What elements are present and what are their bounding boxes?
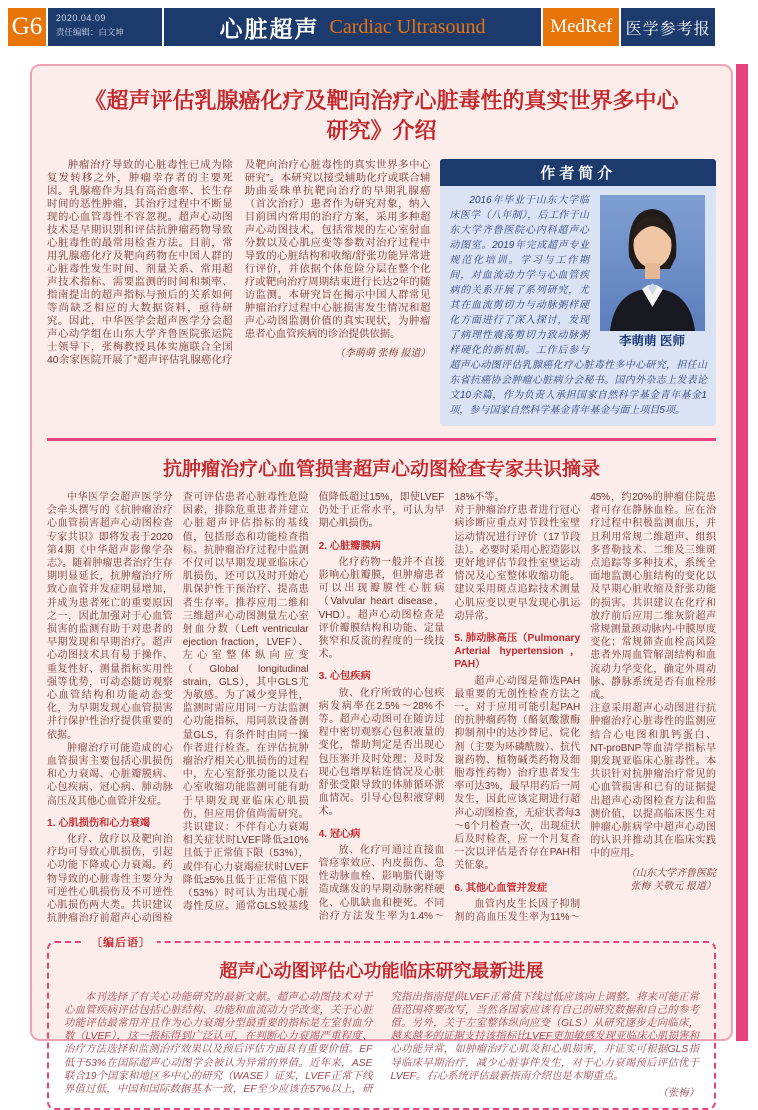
article2-section1-heading: 1. 心肌损伤和心力衰竭 xyxy=(47,817,173,830)
article2-title: 抗肿瘤治疗心血管损害超声心动图检查专家共识摘录 xyxy=(47,454,716,481)
author-bio-box xyxy=(440,159,716,426)
article1-body xyxy=(47,159,430,426)
author-photo-block xyxy=(597,195,707,349)
author-portrait-image xyxy=(600,195,705,331)
article-expert-consensus xyxy=(47,454,716,926)
article-breast-cancer-study xyxy=(47,86,716,426)
editors-note-label: 〔编后语〕 xyxy=(85,934,157,950)
article2-section6-heading: 6. 其他心血管并发症 xyxy=(454,882,580,895)
article2-intro2: 肿瘤治疗可能造成的心血管损害主要包括心肌损伤和心力衰竭、心脏瓣膜病、心包疾病、冠心病、肺动脉高压及其他心血管并发症。 xyxy=(47,742,173,808)
article1-paragraph: 肿瘤治疗导致的心脏毒性已成为除复发转移之外，肿瘤幸存者的主要死因。乳腺癌作为具有高治愈率、长生存时间的恶性肿瘤，其治疗过程中不断显现的心血管毒性不容忽视。超声心动图技术是早期识别和评估抗肿瘤药物导致心脏毒性的最常用检查方法。目前，常用乳腺癌化疗及靶向药物在中国人群的心脏毒性发生时间、剂量关系、常用超声技术指标、需要监测的时间和频率、指南提出的超声指标与预后的关系如何等尚缺乏相应的大数据资料，亟待研究。因此，中华医学会超声医学分会超声心动学组在山东大学齐鲁医院张运院士领导下，张梅教授具体实施联合全国40余家医院开展了“超声评估乳腺癌化疗及靶向治疗心脏毒性的真实世界多中心研究”。本研究以接受辅助化疗或联合辅助曲妥珠单抗靶向治疗的早期乳腺癌（首次治疗）患者作为研究对象，纳入目前国内常用的治疗方案，采用多种超声心动图技术，包括常规的左心室射血分数以及心肌应变等参数对治疗过程中导致的心脏结构和收缩/舒张功能异常进行评价，并依据个体危险分层在整个化疗或靶向治疗周期结束进行长达2年的随访监测。本研究旨在揭示中国人群常见肿瘤治疗过程中心脏损害发生情况和超声心动图监测价值的真实现状，为肿瘤患者心血管疾病的诊治提供依据。 xyxy=(47,159,430,367)
article2-section2-heading: 2. 心脏瓣膜病 xyxy=(319,540,445,553)
article2-body xyxy=(47,491,716,926)
editor-line: 责任编辑：白文坤 xyxy=(56,26,162,38)
article1-byline: （李萌萌 张梅 报道） xyxy=(245,347,431,360)
page-content-frame xyxy=(30,64,733,1041)
section-divider xyxy=(47,438,716,441)
article2-byline: （山东大学齐鲁医院 张梅 关敬元 报道） xyxy=(590,867,716,893)
page-edge-accent-bar xyxy=(736,64,748,1041)
editors-note-text: 本刊选择了有关心功能研究的最新文献。超声心动图技术对于心血管疾病评估包括心脏结构、功能和血流动力学改变，关于心脏功能评估最常用并且作为心力衰竭分型最重要的指标是左室射血分数（LVEF），这一指标得到广泛认可，在判断心力衰竭严重程度、治疗方法选择和监测治疗效果以及预后评估方面具有重要价值。EF低于53%在国际超声心动图学会被认为异常的界值。近年来，ASE联合19个国家和地区多中心的研究（WASE）证实，LVEF正常下线界值过低，中国和国际数据基本一致，EF至少应该在57%以上，研究指出指南提供LVEF正常值下线过低应该向上调整。将来可能正常值范围将要改写，当然各国家应该有自己的研究数据和自己的参考值。另外，关于左室整体纵向应变（GLS）从研究逐步走向临床，越来越多的证据支持该指标比LVEF更加敏感发现亚临床心肌损害和心功能异常，如肿瘤治疗心肌炎和心肌损害，并证实可根据GLS指导临床早期治疗，减少心脏事件发生，对于心力衰竭预后评估优于LVEF。右心系统评估最新指南介绍也是本期重点。 xyxy=(64,991,699,1101)
article2-intro1: 中华医学会超声医学分会牵头撰写的《抗肿瘤治疗心血管损害超声心动图检查专家共识》即将发表于2020第4期《中华超声影像学杂志》。随着肿瘤患者治疗生存期明显延长，抗肿瘤治疗所致心血管并发症明显增加，并成为患者死亡的重要原因之一，因此加强对于心血管损害的监测有助于对患者的早期发现和早期治疗。超声心动图技术具有易于操作、重复性好、测量指标实用性强等优势，可动态随访观察心血管结构和功能动态变化，为早期发现心血管损害并行保护性治疗提供重要的依据。 xyxy=(47,491,173,742)
article2-section4-text: 放、化疗可通过直接血管痉挛效应、内皮损伤、急性动脉血栓、影响脂代谢等造成继发的早期动脉粥样硬化、心肌缺血和梗死。不同治疗方法发生率为1.4%～18%不等。 对于肿瘤治疗患者进行冠心病诊断应重点对节段性室壁运动情况进行评价（17节段法）。必要时采用心腔造影以更好地评估节段性室壁运动情况及心室整体收缩功能。建议采用斑点追踪技术测量心肌应变以更早发现心肌运动异常。 xyxy=(319,491,581,926)
masthead xyxy=(8,8,715,46)
editors-note-box xyxy=(47,941,716,1110)
article2-section4-heading: 4. 冠心病 xyxy=(319,828,445,841)
paper-name: 医学参考报 xyxy=(621,8,715,46)
author-photo-caption: 李萌萌 医师 xyxy=(597,334,707,349)
article2-section5-text: 超声心动图是筛选PAH最重要的无创性检查方法之一。对于应用可能引起PAH的抗肿瘤药物（酪氨酸激酶抑制剂中的达沙替尼、烷化剂（主要为环磷酰胺）、抗代谢药物、植物碱类药物及细胞毒性药物）治疗患者发生率可达3%，最早用药后一周发生，因此应该定期进行超声心动图检查，无症状者每3～6个月检查一次，出现症状后及时检查，应一个月复查一次以评估是否存在PAH相关征象。 xyxy=(454,675,580,873)
article1-title: 《超声评估乳腺癌化疗及靶向治疗心脏毒性的真实世界多中心研究》介绍 xyxy=(74,86,689,146)
editors-note-byline: （张梅） xyxy=(391,1087,700,1100)
article2-section6-text: 血管内皮生长因子抑制剂的高血压发生率为11%～45%，约20%的肿瘤住院患者可存在静脉血栓。应在治疗过程中积极监测血压，并且利用常规二维超声、组织多普勒技术、二维及三维斑点追踪等多种技术，系统全面地监测心脏结构的变化以及早期心脏收缩及舒张功能的损害。共识建议在化疗和放疗前后应用二维灰阶超声常规测量颈动脉内-中膜厚度变化；常规筛查血栓高风险患者外周血管解剖结构和血流动力学变化，确定外周动脉、静脉系统是否有血栓形成。 注意采用超声心动图进行抗肿瘤治疗心脏毒性的监测应结合心电图和肌钙蛋白、NT-proBNP等血清学指标早期发现亚临床心脏毒性。本共识针对抗肿瘤治疗常见的心血管损害和已有的证据提出超声心动图检查方法和监测价值，以提高临床医生对肿瘤心脏病学中超声心动图的认识并推动其在临床实践中的应用。 xyxy=(454,491,716,926)
editors-note-title: 超声心动图评估心功能临床研究最新进展 xyxy=(64,957,699,983)
section-title-cn: 心脏超声 xyxy=(219,11,319,44)
article2-section1-text: 化疗、放疗以及靶向治疗均可导致心肌损伤，引起心功能下降或心力衰竭。药物导致的心脏毒性主要分为可逆性心肌损伤及不可逆性心肌损伤两大类。共识建议抗肿瘤治疗前超声心动图检查可评估患者心脏毒性危险因素，排除危重患者并建立心脏超声评估指标的基线值，包括形态和功能检查指标。抗肿瘤治疗过程中监测不仅可以早期发现亚临床心肌损伤，还可以及时开始心肌保护性干预治疗、提高患者生存率。推荐应用二维和三维超声心动图测量左心室射血分数（Left ventricular ejection fraction，LVEF）、左心室整体纵向应变（Global longitudinal strain，GLS），其中GLS尤为敏感。为了减少变异性，监测时需应用同一方法监测心功能指标，用同款设备测量GLS，有条件时由同一操作者进行检查。在评估抗肿瘤治疗相关心肌损伤的过程中，左心室舒张功能以及右心室收缩功能监测可能有助于早期发现亚临床心肌损伤，但应用价值尚需研究。共识建议：不伴有心力衰竭相关症状时LVEF降低≥10%且低于正常值下限（53%），或伴有心力衰竭症状时LVEF降低≥5%且低于正常值下限（53%）时可认为出现心脏毒性反应。通常GLS较基线值降低超过15%，即使LVEF仍处于正常水平，可认为早期心肌损伤。 xyxy=(47,491,444,926)
masthead-meta xyxy=(48,8,162,46)
editors-note-body xyxy=(64,991,699,1101)
brand-badge: MedRef xyxy=(543,8,619,46)
author-bio-header: 作者简介 xyxy=(440,159,716,186)
section-title-en: Cardiac Ultrasound xyxy=(329,16,485,39)
issue-date: 2020.04.09 xyxy=(56,13,162,23)
article2-section3-text: 放、化疗所致的心包疾病发病率在2.5%～28%不等。超声心动图可在随访过程中密切观察心包积液量的变化，帮助判定是否出现心包压塞并及时处理；及时发现心包增厚粘连情况及心脏舒张受限导致的体肺循环淤血情况。引导心包积液穿刺术。 xyxy=(319,687,445,819)
section-title xyxy=(164,8,542,46)
article2-section2-text: 化疗药物一般并不直接影响心脏瓣膜，但肿瘤患者可以出现瓣膜性心脏病（Valvular heart disease，VHD）。超声心动图检查是评价瓣膜结构和功能、定量狭窄和反流的程度的一线技术。 xyxy=(319,556,445,662)
author-bio-text: 2016年毕业于山东大学临床医学（八年制），后工作于山东大学齐鲁医院心内科超声心动图室。2019年完成超声专业规范化培训。学习与工作期间，对血流动力学与心血管疾病的关系开展了系列研究，尤其在血流剪切力与动脉粥样硬化方面进行了深入探讨，发现了病理性震荡剪切力致动脉粥样硬化的新机制。工作后参与超声心动图评估乳腺癌化疗心脏毒性多中心研究，担任山东省抗癌协会肿瘤心脏病分会秘书。国内外杂志上发表论文10余篇，作为负责人承担国家自然科学基金青年基金1项，参与国家自然科学基金青年基金与面上项目5项。 xyxy=(449,193,707,418)
edition-badge: G6 xyxy=(8,8,46,46)
article2-section5-heading: 5. 肺动脉高压（Pulmonary Arterial hypertension，PAH） xyxy=(454,632,580,672)
article2-section3-heading: 3. 心包疾病 xyxy=(319,670,445,683)
